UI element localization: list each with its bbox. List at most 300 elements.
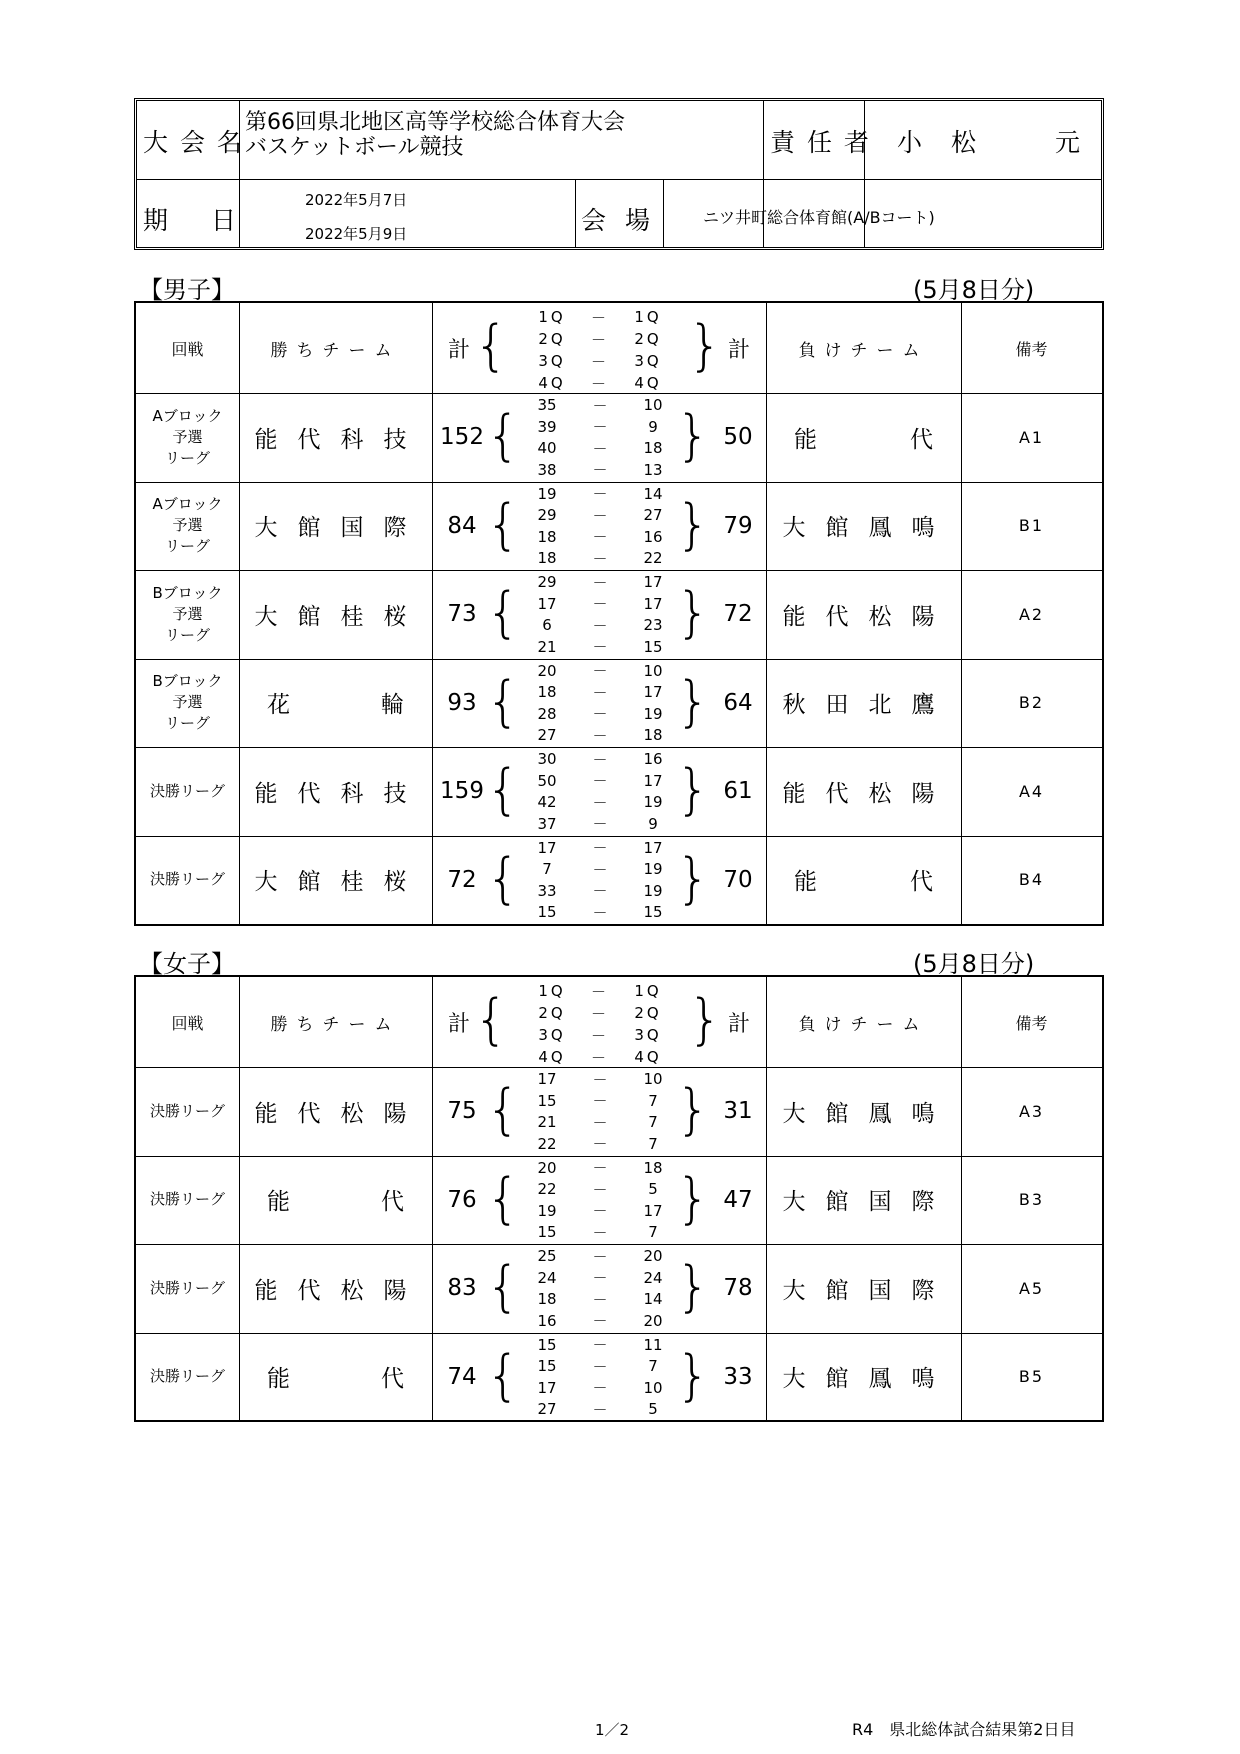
round-label: 決勝リーグ xyxy=(149,1101,225,1120)
loser-quarter-score: 7 xyxy=(648,1357,658,1375)
winner-quarter-score: 7 xyxy=(542,860,552,878)
match-note: A3 xyxy=(1018,1101,1045,1121)
round-label: リーグ xyxy=(164,625,210,644)
round-cell xyxy=(136,836,239,925)
winner-team xyxy=(239,1333,432,1422)
loser-score: 64 xyxy=(723,689,753,716)
winner-quarter-score: 27 xyxy=(537,1400,557,1418)
loser-team-char: 際 xyxy=(911,1277,945,1304)
winner-score: 72 xyxy=(447,866,477,893)
quarter-header-right: 1Q xyxy=(634,982,662,1000)
loser-quarter-score: 17 xyxy=(643,771,663,790)
winner-quarter-score: 42 xyxy=(537,793,557,811)
loser-quarter-score: 16 xyxy=(643,750,663,768)
loser-team-char: 鷹 xyxy=(911,692,945,719)
loser-team-char: 大 xyxy=(782,1366,816,1393)
loser-quarter-score: 7 xyxy=(648,1134,658,1153)
loser-quarter-score: 10 xyxy=(643,1378,663,1397)
loser-team-char: 鳳 xyxy=(868,515,902,542)
quarter-dash: － xyxy=(592,595,608,613)
left-brace: { xyxy=(485,581,521,644)
loser-team-char: 代 xyxy=(910,426,933,453)
winner-team-char: 能 xyxy=(254,780,288,807)
quarter-header-left: 4Q xyxy=(538,374,566,392)
loser-team-char: 代 xyxy=(910,869,933,896)
winner-header: 勝ちチーム xyxy=(270,340,401,361)
loser-team-char: 田 xyxy=(825,692,859,719)
round-header: 回戦 xyxy=(171,1013,204,1033)
winner-team-char: 館 xyxy=(297,603,331,630)
loser-team-char: 鳴 xyxy=(911,1100,945,1127)
loser-team-char: 館 xyxy=(825,1277,859,1304)
round-cell xyxy=(136,659,239,748)
quarter-dash: － xyxy=(592,1180,608,1199)
winner-team-char: 桜 xyxy=(383,869,417,896)
loser-team-char: 大 xyxy=(782,515,816,542)
quarter-dash: － xyxy=(592,1202,608,1220)
winner-team-char: 陽 xyxy=(383,1100,417,1127)
round-label: リーグ xyxy=(164,537,210,556)
winner-team-char: 大 xyxy=(254,603,288,630)
loser-quarter-score: 27 xyxy=(643,506,663,524)
quarter-header-right: 3Q xyxy=(634,352,662,370)
quarter-dash: － xyxy=(592,705,608,723)
winner-quarter-score: 39 xyxy=(537,417,557,436)
winner-team xyxy=(239,1156,432,1245)
loser-team xyxy=(766,836,961,925)
winner-quarter-score: 38 xyxy=(537,460,557,479)
quarter-dash: － xyxy=(592,903,608,922)
girls-results-table xyxy=(134,975,1104,1422)
right-brace: } xyxy=(675,1255,711,1318)
winner-quarter-score: 15 xyxy=(537,1357,557,1375)
loser-quarter-score: 19 xyxy=(643,860,663,878)
round-cell xyxy=(136,747,239,836)
loser-quarter-score: 18 xyxy=(643,726,663,744)
right-brace: } xyxy=(687,988,723,1051)
loser-team-char: 館 xyxy=(825,1100,859,1127)
winner-team-char: 能 xyxy=(254,426,288,453)
right-brace: } xyxy=(675,581,711,644)
left-brace: { xyxy=(485,1078,521,1141)
winner-team xyxy=(239,393,432,482)
event-name-line2: バスケットボール競技 xyxy=(245,135,464,160)
winner-quarter-score: 19 xyxy=(537,484,557,503)
winner-score: 93 xyxy=(447,689,477,716)
loser-team xyxy=(766,570,961,659)
right-brace: } xyxy=(675,404,711,467)
winner-team-char: 代 xyxy=(381,1366,404,1393)
loser-team xyxy=(766,1333,961,1422)
winner-team xyxy=(239,747,432,836)
quarter-header-dash: － xyxy=(590,982,609,1001)
quarter-dash: － xyxy=(592,485,608,503)
loser-quarter-score: 20 xyxy=(643,1247,663,1265)
loser-team-char: 鳳 xyxy=(868,1100,902,1127)
venue-name: ニツ井町総合体育館(A/Bコート) xyxy=(703,208,935,227)
round-header: 回戦 xyxy=(171,339,204,359)
quarter-dash: － xyxy=(592,882,608,900)
loser-quarter-score: 22 xyxy=(643,549,663,567)
loser-team-char: 能 xyxy=(782,603,816,630)
quarter-dash: － xyxy=(592,793,608,812)
loser-score: 47 xyxy=(723,1186,753,1213)
quarter-dash: － xyxy=(592,1357,608,1376)
girls-section-date: (5月8日分) xyxy=(913,950,1035,978)
loser-quarter-score: 10 xyxy=(643,661,663,680)
winner-quarter-score: 15 xyxy=(537,1335,557,1354)
quarter-dash: － xyxy=(592,1135,608,1153)
loser-team-char: 能 xyxy=(782,780,816,807)
loser-score: 33 xyxy=(723,1363,753,1390)
loser-team-char: 松 xyxy=(868,603,902,630)
winner-team-char: 輪 xyxy=(381,692,404,719)
document-title: R4 県北総体試合結果第2日目 xyxy=(852,1720,1076,1739)
quarter-dash: － xyxy=(592,506,608,525)
loser-quarter-score: 5 xyxy=(648,1400,658,1418)
right-brace: } xyxy=(675,492,711,556)
winner-team-char: 代 xyxy=(297,1100,331,1127)
loser-team-char: 大 xyxy=(782,1100,816,1127)
quarter-dash: － xyxy=(592,1312,608,1330)
winner-team-char: 館 xyxy=(297,515,331,542)
manager-label: 責 任 者 xyxy=(770,128,871,157)
quarter-dash: － xyxy=(592,839,608,857)
match-note: B1 xyxy=(1018,516,1045,536)
loser-team-char: 代 xyxy=(825,780,859,807)
column-divider xyxy=(432,977,433,1420)
round-label: Bブロック xyxy=(152,583,223,602)
winner-team-char: 国 xyxy=(340,515,374,542)
quarter-dash: － xyxy=(592,683,608,702)
winner-quarter-score: 17 xyxy=(537,838,557,857)
loser-quarter-score: 17 xyxy=(643,838,663,857)
loser-quarter-score: 9 xyxy=(648,417,658,436)
winner-quarter-score: 40 xyxy=(537,439,557,457)
round-cell xyxy=(136,570,239,659)
loser-team-char: 能 xyxy=(794,869,817,896)
quarter-header-right: 1Q xyxy=(634,308,662,326)
loser-team-char: 館 xyxy=(825,1366,859,1393)
quarter-header-dash: － xyxy=(590,330,609,349)
loser-team-char: 能 xyxy=(794,426,817,453)
girls-section-title: 【女子】 xyxy=(139,950,235,978)
quarter-dash: － xyxy=(592,418,608,436)
right-brace: } xyxy=(675,669,711,733)
left-brace: { xyxy=(485,846,521,910)
loser-team-char: 松 xyxy=(868,780,902,807)
winner-quarter-score: 19 xyxy=(537,1201,557,1220)
venue-label-1: 会 xyxy=(581,206,609,235)
loser-score: 70 xyxy=(723,866,753,893)
loser-quarter-score: 10 xyxy=(643,396,663,414)
loser-quarter-score: 15 xyxy=(643,637,663,656)
loser-quarter-score: 7 xyxy=(648,1113,658,1131)
quarter-dash: － xyxy=(592,1247,608,1266)
loser-quarter-score: 23 xyxy=(643,616,663,634)
winner-quarter-score: 30 xyxy=(537,750,557,768)
round-cell xyxy=(136,482,239,571)
loser-team-char: 陽 xyxy=(911,603,945,630)
winner-team-char: 能 xyxy=(254,1100,288,1127)
loser-quarter-score: 17 xyxy=(643,1201,663,1220)
match-note: B5 xyxy=(1018,1367,1045,1387)
winner-team-char: 松 xyxy=(340,1100,374,1127)
quarter-dash: － xyxy=(592,662,608,680)
match-note: A2 xyxy=(1018,604,1045,624)
loser-quarter-score: 19 xyxy=(643,793,663,811)
boys-section-date: (5月8日分) xyxy=(913,276,1035,304)
winner-team xyxy=(239,570,432,659)
left-brace: { xyxy=(485,1166,521,1230)
winner-team-char: 松 xyxy=(340,1277,374,1304)
round-label: 決勝リーグ xyxy=(149,1278,225,1297)
left-brace: { xyxy=(485,404,521,467)
page-number: 1／2 xyxy=(595,1721,630,1739)
winner-quarter-score: 17 xyxy=(537,594,557,613)
loser-team-char: 国 xyxy=(868,1189,902,1216)
round-cell xyxy=(136,1156,239,1245)
loser-team-char: 陽 xyxy=(911,780,945,807)
quarter-dash: － xyxy=(592,1223,608,1242)
left-brace: { xyxy=(485,492,521,556)
winner-team-char: 大 xyxy=(254,515,288,542)
loser-quarter-score: 15 xyxy=(643,903,663,921)
winner-quarter-score: 17 xyxy=(537,1070,557,1088)
round-cell xyxy=(136,393,239,482)
event-name-line1: 第66回県北地区高等学校総合体育大会 xyxy=(245,110,625,135)
manager-name-family: 元 xyxy=(1055,128,1083,157)
round-label: 決勝リーグ xyxy=(149,870,225,889)
winner-quarter-score: 29 xyxy=(537,573,557,591)
loser-quarter-score: 10 xyxy=(643,1070,663,1088)
loser-score: 61 xyxy=(723,778,753,805)
loser-score: 78 xyxy=(723,1275,753,1302)
note-header: 備考 xyxy=(1015,1013,1048,1033)
winner-total-header: 計 xyxy=(447,1011,470,1037)
loser-quarter-score: 11 xyxy=(643,1335,663,1354)
quarter-dash: － xyxy=(592,815,608,833)
quarter-dash: － xyxy=(592,396,608,415)
winner-team-char: 能 xyxy=(267,1366,290,1393)
winner-team-char: 桜 xyxy=(383,603,417,630)
winner-quarter-score: 37 xyxy=(537,814,557,833)
winner-quarter-score: 50 xyxy=(537,771,557,790)
left-brace: { xyxy=(473,314,509,377)
loser-quarter-score: 18 xyxy=(643,1158,663,1177)
winner-team-char: 花 xyxy=(267,692,290,719)
loser-team-char: 秋 xyxy=(782,692,816,719)
period-label-2: 日 xyxy=(211,206,239,235)
winner-total-header: 計 xyxy=(447,337,470,363)
round-label: 決勝リーグ xyxy=(149,781,225,800)
loser-team xyxy=(766,482,961,571)
right-brace: } xyxy=(675,846,711,910)
round-cell xyxy=(136,1333,239,1422)
quarter-dash: － xyxy=(592,1070,608,1089)
loser-score: 79 xyxy=(723,512,753,539)
quarter-dash: － xyxy=(592,1092,608,1110)
left-brace: { xyxy=(485,758,521,821)
winner-team-char: 桂 xyxy=(340,869,374,896)
winner-quarter-score: 21 xyxy=(537,637,557,656)
winner-team-char: 科 xyxy=(340,426,374,453)
loser-team-char: 館 xyxy=(825,1189,859,1216)
winner-quarter-score: 22 xyxy=(537,1180,557,1198)
winner-header: 勝ちチーム xyxy=(270,1014,401,1035)
round-label: 予選 xyxy=(172,427,203,446)
quarter-dash: － xyxy=(592,860,608,879)
winner-quarter-score: 17 xyxy=(537,1378,557,1397)
left-brace: { xyxy=(485,1343,521,1407)
winner-team-char: 科 xyxy=(340,780,374,807)
winner-quarter-score: 15 xyxy=(537,1223,557,1241)
winner-quarter-score: 20 xyxy=(537,1158,557,1177)
round-label: Aブロック xyxy=(152,406,223,425)
quarter-dash: － xyxy=(592,461,608,479)
winner-team-char: 代 xyxy=(297,780,331,807)
quarter-dash: － xyxy=(592,1159,608,1177)
quarter-dash: － xyxy=(592,1379,608,1397)
winner-quarter-score: 27 xyxy=(537,726,557,744)
quarter-dash: － xyxy=(592,439,608,458)
winner-quarter-score: 18 xyxy=(537,527,557,546)
loser-quarter-score: 9 xyxy=(648,814,658,833)
winner-score: 73 xyxy=(447,601,477,628)
round-label: 予選 xyxy=(172,693,203,712)
winner-team-char: 能 xyxy=(267,1189,290,1216)
event-info-table xyxy=(134,98,1104,250)
loser-quarter-score: 24 xyxy=(643,1268,663,1287)
event-label: 大 会 名 xyxy=(143,128,244,157)
winner-quarter-score: 15 xyxy=(537,903,557,921)
loser-team xyxy=(766,659,961,748)
winner-team xyxy=(239,1067,432,1156)
round-label: Bブロック xyxy=(152,672,223,691)
round-label: 予選 xyxy=(172,604,203,623)
quarter-dash: － xyxy=(592,1269,608,1287)
quarter-dash: － xyxy=(592,726,608,745)
quarter-header-right: 4Q xyxy=(634,1048,662,1066)
quarter-header-right: 4Q xyxy=(634,374,662,392)
loser-team-char: 大 xyxy=(782,1189,816,1216)
quarter-header-left: 3Q xyxy=(538,1026,566,1044)
right-brace: } xyxy=(687,314,723,377)
quarter-dash: － xyxy=(592,528,608,546)
winner-team-char: 代 xyxy=(297,1277,331,1304)
left-brace: { xyxy=(473,988,509,1051)
winner-team-char: 大 xyxy=(254,869,288,896)
winner-score: 76 xyxy=(447,1186,477,1213)
note-header: 備考 xyxy=(1015,339,1048,359)
manager-name-given: 小 松 xyxy=(897,128,979,157)
quarter-dash: － xyxy=(592,1336,608,1354)
round-cell xyxy=(136,1067,239,1156)
loser-team-char: 館 xyxy=(825,515,859,542)
loser-team-char: 国 xyxy=(868,1277,902,1304)
round-label: 予選 xyxy=(172,516,203,535)
boys-results-table xyxy=(134,301,1104,926)
winner-quarter-score: 18 xyxy=(537,549,557,567)
match-note: B3 xyxy=(1018,1190,1045,1210)
loser-score: 31 xyxy=(723,1098,753,1125)
winner-team-char: 際 xyxy=(383,515,417,542)
winner-quarter-score: 6 xyxy=(542,616,552,634)
winner-quarter-score: 21 xyxy=(537,1113,557,1131)
loser-quarter-score: 13 xyxy=(643,460,663,479)
quarter-dash: － xyxy=(592,1400,608,1419)
winner-team-char: 陽 xyxy=(383,1277,417,1304)
quarter-header-dash: － xyxy=(590,352,609,371)
quarter-dash: － xyxy=(592,616,608,635)
loser-team-char: 鳳 xyxy=(868,1366,902,1393)
winner-quarter-score: 18 xyxy=(537,683,557,701)
quarter-dash: － xyxy=(592,549,608,568)
quarter-header-dash: － xyxy=(590,308,609,327)
winner-quarter-score: 18 xyxy=(537,1290,557,1308)
loser-quarter-score: 16 xyxy=(643,527,663,546)
winner-quarter-score: 22 xyxy=(537,1134,557,1153)
winner-team xyxy=(239,659,432,748)
winner-team-char: 技 xyxy=(383,426,417,453)
loser-score: 72 xyxy=(723,601,753,628)
loser-quarter-score: 19 xyxy=(643,881,663,900)
winner-quarter-score: 20 xyxy=(537,661,557,680)
winner-quarter-score: 16 xyxy=(537,1311,557,1330)
winner-team-char: 技 xyxy=(383,780,417,807)
quarter-header-left: 1Q xyxy=(538,308,566,326)
loser-quarter-score: 20 xyxy=(643,1311,663,1330)
quarter-dash: － xyxy=(592,638,608,656)
left-brace: { xyxy=(485,669,521,733)
loser-quarter-score: 14 xyxy=(643,1290,663,1308)
round-label: リーグ xyxy=(164,448,210,467)
round-label: 決勝リーグ xyxy=(149,1190,225,1209)
quarter-header-right: 2Q xyxy=(634,330,662,348)
winner-quarter-score: 24 xyxy=(537,1268,557,1287)
quarter-header-dash: － xyxy=(590,374,609,393)
loser-quarter-score: 17 xyxy=(643,683,663,701)
round-cell xyxy=(136,1244,239,1333)
winner-score: 152 xyxy=(440,424,484,451)
loser-total-header: 計 xyxy=(727,337,750,363)
quarter-header-left: 2Q xyxy=(538,330,566,348)
period-label-1: 期 xyxy=(143,206,171,235)
loser-team-char: 大 xyxy=(782,1277,816,1304)
venue-label-2: 場 xyxy=(625,206,653,235)
match-note: A4 xyxy=(1018,781,1045,801)
winner-score: 84 xyxy=(447,512,477,539)
winner-quarter-score: 33 xyxy=(537,881,557,900)
loser-team-char: 鳴 xyxy=(911,515,945,542)
quarter-header-right: 3Q xyxy=(634,1026,662,1044)
winner-quarter-score: 28 xyxy=(537,704,557,723)
right-brace: } xyxy=(675,1343,711,1407)
loser-quarter-score: 19 xyxy=(643,704,663,723)
quarter-dash: － xyxy=(592,1290,608,1309)
boys-section-title: 【男子】 xyxy=(139,276,235,304)
loser-team-char: 鳴 xyxy=(911,1366,945,1393)
quarter-header-right: 2Q xyxy=(634,1004,662,1022)
quarter-header-left: 4Q xyxy=(538,1048,566,1066)
loser-quarter-score: 17 xyxy=(643,594,663,613)
loser-team-char: 代 xyxy=(825,603,859,630)
column-divider xyxy=(432,303,433,924)
loser-quarter-score: 17 xyxy=(643,573,663,591)
loser-team xyxy=(766,393,961,482)
quarter-header-left: 2Q xyxy=(538,1004,566,1022)
date-start: 2022年5月7日 xyxy=(305,191,408,209)
